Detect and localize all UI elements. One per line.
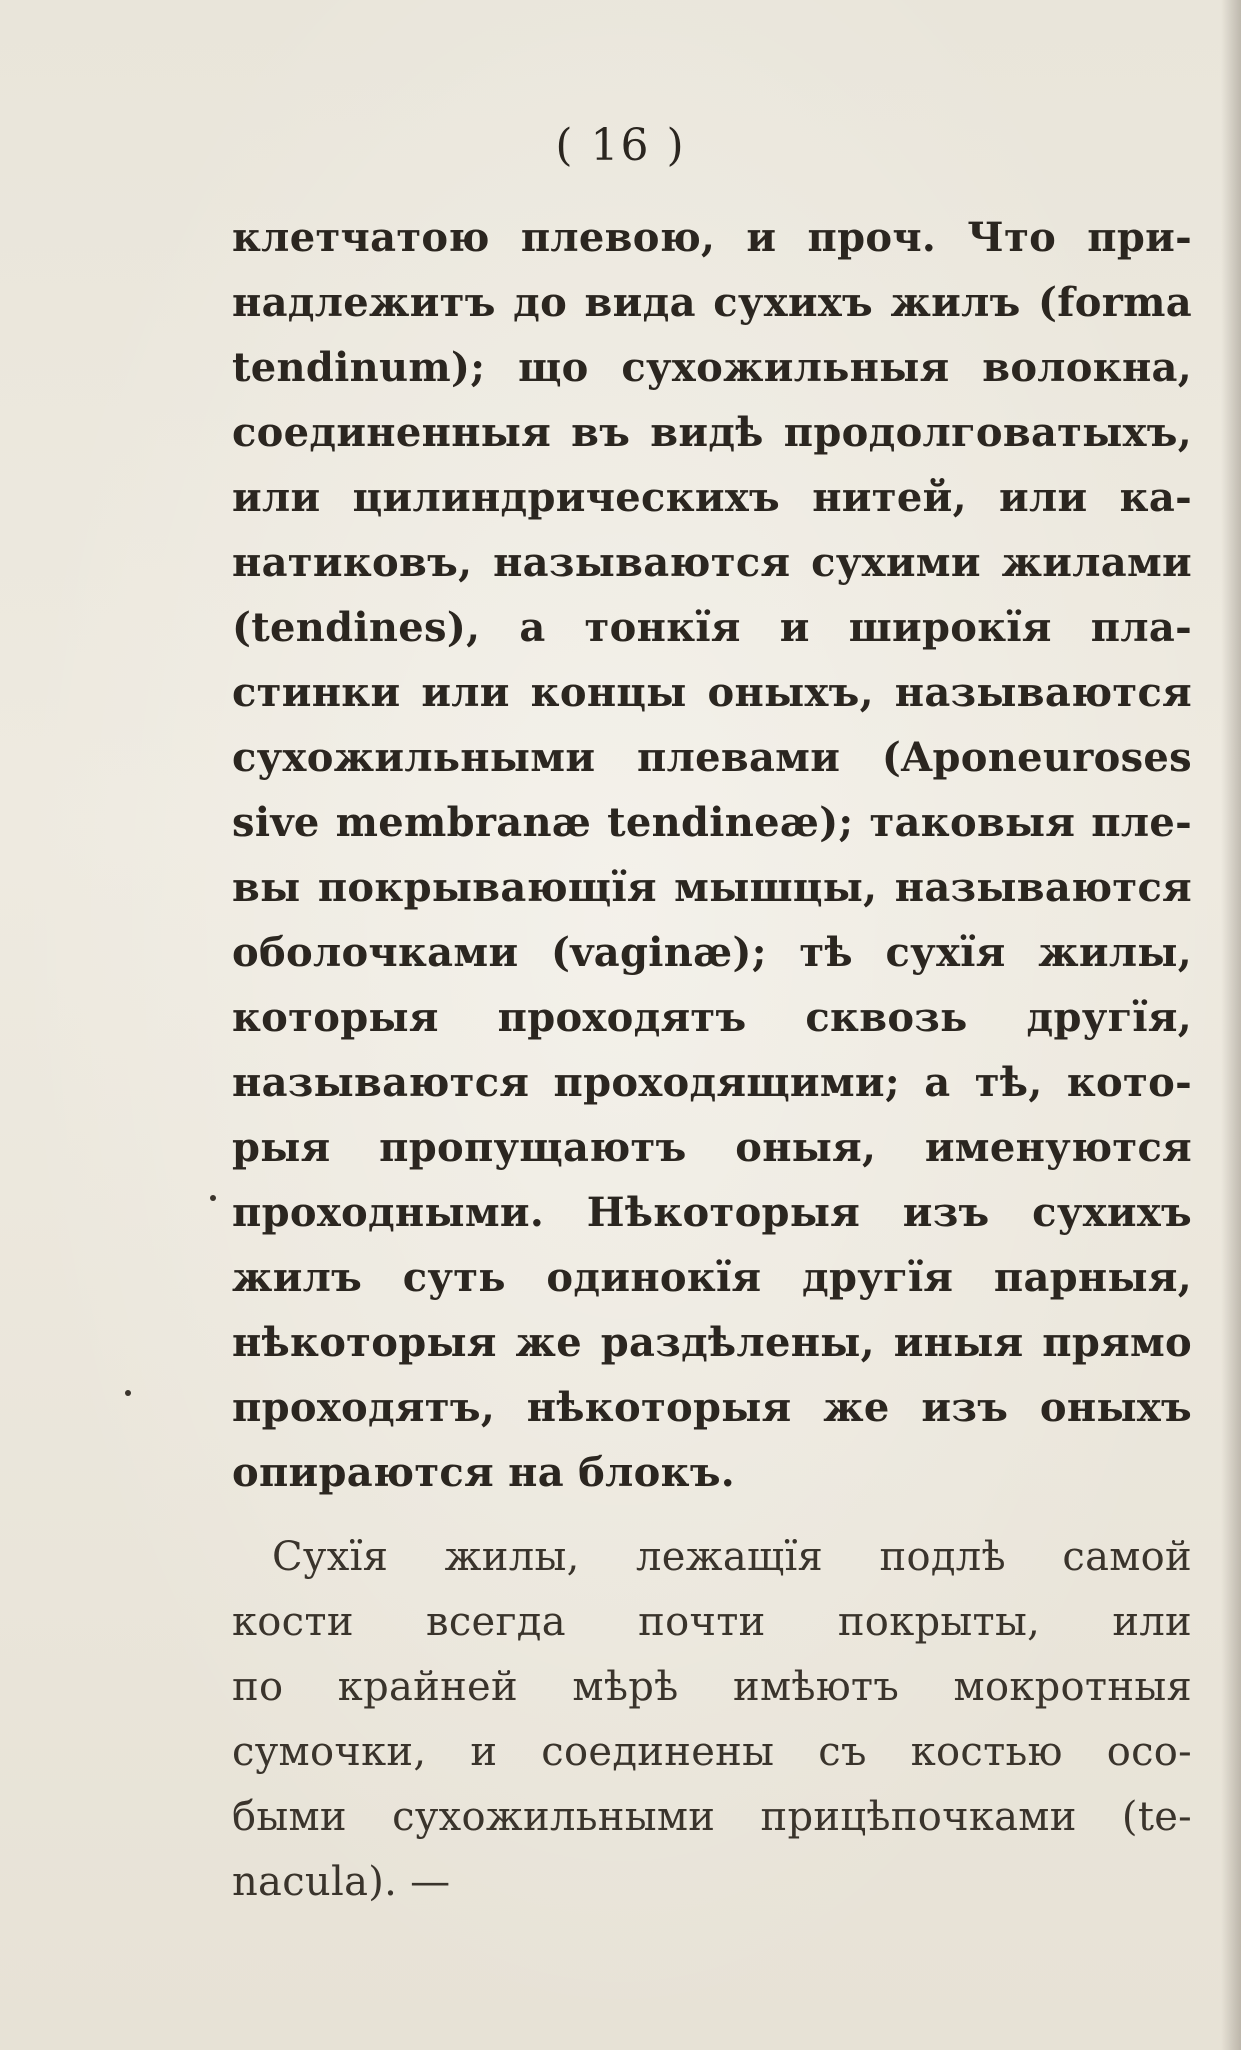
text-line: nacula). — [232,1859,451,1905]
text-line: или цилиндрическихъ нитей, или ка- [232,474,1192,521]
text-line: Сухїя жилы, лежащїя подлѣ самой [272,1534,1192,1580]
text-line: стинки или концы оныхъ, называются [232,669,1192,716]
text-line: tendinum); що сухожильныя волокна, [232,344,1192,391]
margin-mark [210,1195,216,1201]
text-line: которыя проходятъ сквозь другїя, [232,994,1192,1041]
text-line: проходными. Нѣкоторыя изъ сухихъ [232,1189,1192,1236]
text-line: быми сухожильными прицѣпочками (te- [232,1794,1192,1840]
page-edge-shadow [1221,0,1241,2050]
text-line: оболочками (vaginæ); тѣ сухїя жилы, [232,929,1192,976]
page-number: ( 16 ) [555,120,686,171]
text-line: надлежитъ до вида сухихъ жилъ (forma [232,279,1192,326]
text-line: нѣкоторыя же раздѣлены, иныя прямо [232,1319,1192,1366]
margin-mark [125,1390,131,1396]
text-line: кости всегда почти покрыты, или [232,1599,1192,1645]
text-line: натиковъ, называются сухими жилами [232,539,1192,586]
text-line: рыя пропущаютъ оныя, именуются [232,1124,1192,1171]
text-line: проходятъ, нѣкоторыя же изъ оныхъ [232,1384,1192,1431]
text-line: называются проходящими; а тѣ, кото- [232,1059,1192,1106]
text-line: (tendines), а тонкїя и широкїя пла- [232,604,1192,651]
paragraph-gap [232,1505,1192,1525]
text-line: сумочки, и соединены съ костью осо- [232,1729,1192,1775]
text-line: соединенныя въ видѣ продолговатыхъ, [232,409,1192,456]
text-line: клетчатою плевою, и проч. Что при- [232,214,1192,261]
body-text [232,205,1192,1915]
text-line: сухожильными плевами (Aponeuroses [232,734,1192,781]
text-line: по крайней мѣрѣ имѣютъ мокротныя [232,1664,1192,1710]
text-line: опираются на блокъ. [232,1449,736,1496]
text-line: жилъ суть одинокїя другїя парныя, [232,1254,1192,1301]
text-line: sive membranæ tendineæ); таковыя пле- [232,799,1192,846]
text-line: вы покрывающїя мышцы, называются [232,864,1192,911]
